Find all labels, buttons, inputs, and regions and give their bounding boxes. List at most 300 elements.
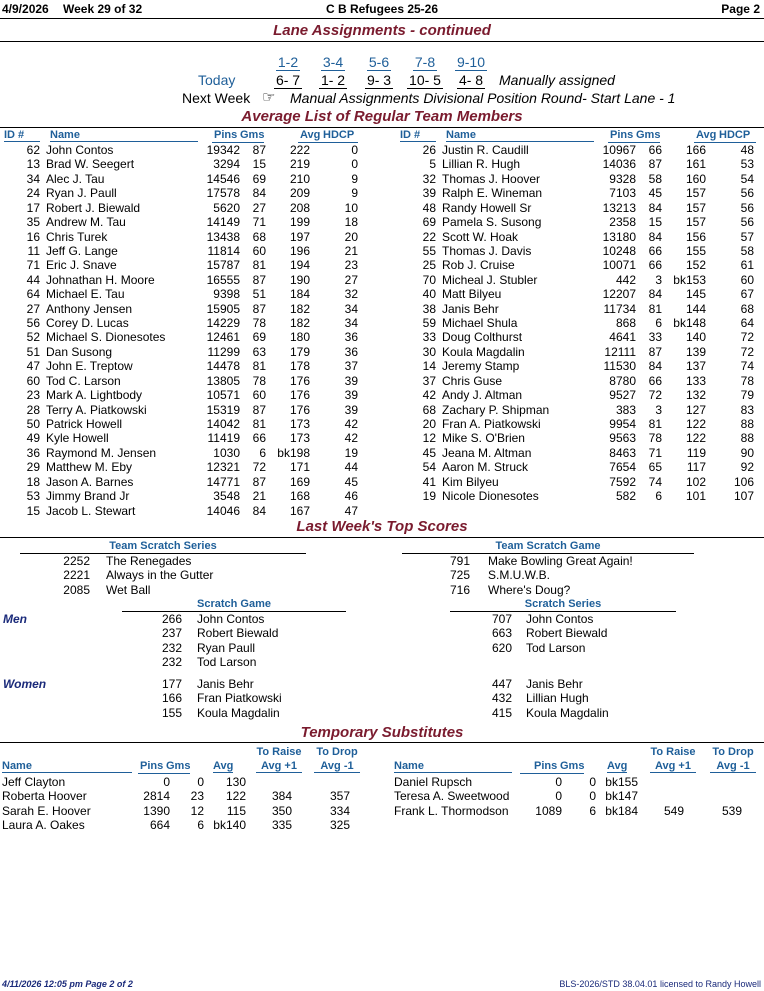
score-row [470,677,764,691]
member-id: 60 [26,373,40,388]
member-average: 176 [289,373,310,388]
substitute-row [2,775,372,789]
member-handicap: 0 [351,157,358,172]
member-pins: 10571 [206,388,240,403]
member-pins: 2358 [609,215,636,230]
member-name: Jeff G. Lange [46,243,118,258]
member-handicap: 74 [740,359,754,374]
member-average: 176 [289,388,310,403]
member-row [0,215,370,229]
today-note: Manually assigned [499,72,615,88]
member-name: Jimmy Brand Jr [46,489,130,504]
member-games: 81 [252,416,266,431]
member-name: Michael S. Dionesotes [46,330,166,345]
member-average: 157 [685,200,706,215]
member-average: 157 [685,215,706,230]
member-row [396,316,764,330]
member-games: 71 [648,445,662,460]
member-pins: 12207 [602,287,636,302]
member-games: 84 [648,359,662,374]
member-row [0,330,370,344]
member-name: Patrick Howell [46,416,123,431]
member-handicap: 39 [344,373,358,388]
member-row [396,215,764,229]
member-pins: 14229 [206,316,240,331]
score-row [140,691,440,705]
sub-games: 6 [197,818,204,833]
score-name: Robert Biewald [197,626,279,641]
member-name: Raymond M. Jensen [46,445,157,460]
subs-col-drop-top-right: To Drop [712,746,754,758]
score-value: 432 [491,691,512,706]
member-handicap: 36 [344,344,358,359]
team-series-label: Team Scratch Series [109,540,217,552]
member-row [0,489,370,503]
today-label: Today [198,72,236,88]
member-average: 122 [685,431,706,446]
member-handicap: 39 [344,388,358,403]
member-average: 167 [289,503,310,518]
score-value: 177 [161,677,182,691]
score-name: The Renegades [106,554,192,568]
member-games: 78 [252,316,266,331]
member-name: Thomas J. Davis [442,243,532,258]
member-average: 140 [685,330,706,345]
member-games: 84 [252,186,266,201]
member-id: 38 [422,301,436,316]
score-value: 415 [491,705,512,720]
col-name: Name [50,129,198,142]
member-name: Kyle Howell [46,431,109,446]
score-value: 2085 [63,582,90,597]
member-average: 180 [289,330,310,345]
member-games: 65 [648,460,662,475]
subs-col-drop-top: To Drop [316,746,358,758]
pointing-hand-icon: ☞ [262,89,276,106]
sub-average: 130 [225,775,246,789]
member-row [396,186,764,200]
member-name: Anthony Jensen [46,301,133,316]
member-row [396,172,764,186]
member-handicap: 58 [740,243,754,258]
member-name: Robert J. Biewald [46,200,141,215]
sub-games: 0 [589,789,596,804]
member-name: Justin R. Caudill [442,143,529,157]
col-hdcp-right: HDCP [719,129,751,141]
member-pins: 7654 [609,460,636,475]
member-handicap: 36 [344,330,358,345]
sub-name: Teresa A. Sweetwood [394,789,510,804]
subs-col-raise-bot: Avg +1 [256,760,302,773]
member-pins: 14149 [206,215,240,230]
sub-average: 115 [226,803,246,818]
member-name: Aaron M. Struck [442,460,529,475]
member-row [396,489,764,503]
member-handicap: 21 [344,243,358,258]
member-id: 32 [422,171,436,186]
member-pins: 11419 [207,431,240,446]
member-games: 58 [648,171,662,186]
member-games: 87 [252,272,266,287]
subs-col-name: Name [2,760,132,773]
score-value: 166 [161,691,182,706]
member-games: 3 [655,272,662,287]
member-games: 66 [648,243,662,258]
member-pins: 13438 [206,229,240,244]
member-row [0,316,370,330]
member-average: 219 [289,157,310,172]
member-pins: 11734 [603,301,636,316]
member-games: 27 [252,200,266,215]
member-games: 74 [648,474,662,489]
member-games: 51 [252,287,266,302]
member-average: 155 [685,243,706,258]
score-row [430,554,730,568]
top-scores-title: Last Week's Top Scores [296,518,468,535]
sub-name: Frank L. Thormodson [394,803,509,818]
member-games: 87 [252,143,266,157]
member-row [0,244,370,258]
member-handicap: 27 [344,272,358,287]
member-average: 102 [685,474,706,489]
score-row [470,641,764,655]
sub-pins: 664 [149,818,170,833]
member-id: 59 [422,316,436,331]
member-average: 145 [685,287,706,302]
member-pins: 10071 [602,258,636,273]
member-row [0,460,370,474]
member-name: Ryan J. Paull [46,186,117,201]
member-name: John E. Treptow [46,359,133,374]
member-row [0,230,370,244]
member-id: 30 [422,344,436,359]
member-id: 36 [26,445,40,460]
member-row [0,143,370,157]
member-games: 6 [655,489,662,504]
score-row [470,626,764,640]
subs-col-avg-right: Avg [607,760,628,772]
member-row [396,258,764,272]
member-handicap: 44 [344,460,358,475]
member-id: 44 [26,272,40,287]
sub-games: 0 [589,775,596,789]
member-name: Kim Bilyeu [442,474,499,489]
member-row [0,374,370,388]
score-name: Lillian Hugh [526,691,589,706]
member-pins: 4641 [609,330,636,345]
member-row [396,244,764,258]
member-average: 156 [685,229,706,244]
member-row [396,230,764,244]
member-pins: 9328 [609,171,636,186]
score-name: Fran Piatkowski [197,691,282,706]
subs-col-gms-right: Gms [560,760,585,772]
member-average: 117 [686,460,706,475]
member-name: Koula Magdalin [442,344,525,359]
member-row [396,446,764,460]
footer-timestamp: 4/11/2026 12:05 pm Page 2 of 2 [2,979,133,989]
member-average: bk148 [673,316,706,331]
score-row [430,568,730,582]
next-week-text: Manual Assignments Divisional Position Round- Start Lane - 1 [290,90,676,106]
substitute-row [394,789,764,803]
member-name: Matthew M. Eby [46,460,133,475]
sub-to-drop: 357 [329,789,350,804]
men-label: Men [3,612,27,626]
member-games: 63 [252,344,266,359]
member-id: 40 [422,287,436,302]
member-name: Jacob L. Stewart [46,503,136,518]
member-pins: 15787 [206,258,240,273]
sub-games: 23 [190,789,204,804]
member-handicap: 61 [740,258,754,273]
footer-license: BLS-2026/STD 38.04.01 licensed to Randy Howell [559,979,761,989]
member-id: 13 [26,157,40,172]
col-hdcp: HDCP [323,129,355,141]
member-handicap: 20 [344,229,358,244]
score-row [140,655,440,669]
col-gms: Gms [240,129,265,141]
score-value: 620 [491,640,512,655]
member-handicap: 19 [344,445,358,460]
score-name: Janis Behr [197,677,254,691]
member-name: Randy Howell Sr [442,200,532,215]
member-name: Lillian R. Hugh [442,157,521,172]
member-id: 41 [422,474,436,489]
member-average: 210 [289,171,310,186]
member-games: 60 [252,243,266,258]
today-lane-5: 4- 8 [458,72,484,88]
member-pins: 582 [615,489,636,504]
sub-name: Laura A. Oakes [2,818,85,833]
member-games: 87 [648,344,662,359]
member-handicap: 64 [740,316,754,331]
member-pins: 3548 [213,489,240,504]
score-value: 237 [161,626,182,641]
member-handicap: 34 [344,316,358,331]
member-average: 184 [289,287,310,302]
score-name: Make Bowling Great Again! [488,554,633,568]
member-id: 28 [26,402,40,417]
member-average: 222 [289,143,310,157]
lane-assignments-title: Lane Assignments - continued [273,22,491,39]
score-row [140,677,440,691]
member-pins: 7592 [609,474,636,489]
member-row [0,504,370,518]
member-average: 169 [289,474,310,489]
member-games: 87 [252,301,266,316]
member-average: 127 [685,402,706,417]
average-list-title: Average List of Regular Team Members [241,108,523,125]
sub-average: bk184 [605,803,638,818]
score-row [430,583,730,597]
member-average: 182 [289,301,310,316]
member-pins: 383 [615,402,636,417]
sub-average: bk147 [605,789,638,804]
member-name: Brad W. Seegert [46,157,135,172]
today-lane-1: 6- 7 [275,72,301,88]
member-games: 81 [648,416,662,431]
member-row [0,273,370,287]
member-average: 178 [289,359,310,374]
sub-games: 12 [190,803,204,818]
member-handicap: 9 [351,171,358,186]
member-games: 69 [252,171,266,186]
member-id: 55 [422,243,436,258]
score-name: S.M.U.W.B. [488,568,551,583]
member-games: 15 [648,215,662,230]
member-handicap: 18 [344,215,358,230]
member-games: 78 [252,373,266,388]
member-average: 152 [685,258,706,273]
member-games: 69 [252,330,266,345]
member-name: Michael Shula [442,316,518,331]
subs-col-drop-bot-right: Avg -1 [710,760,756,773]
member-handicap: 107 [733,489,754,504]
today-lane-4: 10- 5 [409,72,441,88]
score-name: Tod Larson [526,640,586,655]
member-id: 34 [26,171,40,186]
member-handicap: 42 [344,431,358,446]
member-pins: 17578 [206,186,240,201]
member-pins: 14546 [206,171,240,186]
col-gms-right: Gms [636,129,661,141]
member-row [396,475,764,489]
lane-pair-1: 1-2 [277,54,299,70]
score-name: Wet Ball [106,582,151,597]
member-row [0,172,370,186]
member-name: Jeana M. Altman [442,445,532,460]
member-average: 194 [289,258,310,273]
score-row [50,568,350,582]
member-row [0,157,370,171]
member-games: 71 [252,215,266,230]
score-name: Koula Magdalin [197,705,280,720]
score-row [50,583,350,597]
member-id: 51 [26,344,40,359]
member-handicap: 68 [740,301,754,316]
member-id: 17 [26,200,40,215]
subs-col-pins-right: Pins [534,760,558,772]
member-id: 25 [422,258,436,273]
member-id: 47 [26,359,40,374]
subs-col-raise-top: To Raise [256,746,302,758]
member-row [0,417,370,431]
col-id: ID # [4,129,40,142]
member-handicap: 72 [740,330,754,345]
member-row [0,388,370,402]
member-handicap: 39 [344,402,358,417]
member-pins: 13180 [602,229,636,244]
member-handicap: 106 [733,474,754,489]
member-handicap: 10 [344,200,358,215]
member-name: Jason A. Barnes [46,474,134,489]
member-average: 161 [685,157,706,172]
col-id-right: ID # [400,129,436,142]
member-handicap: 56 [740,186,754,201]
lane-pair-2: 3-4 [322,54,344,70]
sub-pins: 2814 [143,789,170,804]
member-games: 66 [648,258,662,273]
member-average: 157 [685,186,706,201]
member-name: Matt Bilyeu [442,287,502,302]
member-row [396,417,764,431]
member-name: Mark A. Lightbody [46,388,143,403]
sub-name: Sarah E. Hoover [2,803,91,818]
member-name: Jeremy Stamp [442,359,520,374]
member-games: 84 [252,503,266,518]
score-value: 447 [491,677,512,691]
member-handicap: 48 [740,143,754,157]
lane-pair-3: 5-6 [368,54,390,70]
member-games: 66 [252,431,266,446]
member-handicap: 47 [344,503,358,518]
member-id: 19 [422,489,436,504]
subs-col-pins: Pins [140,760,164,772]
substitute-row [2,818,372,832]
scratch-game-label: Scratch Game [197,598,271,610]
member-row [396,403,764,417]
member-id: 54 [422,460,436,475]
member-pins: 5620 [213,200,240,215]
today-lane-2: 1- 2 [320,72,346,88]
member-average: 137 [685,359,706,374]
member-pins: 15905 [206,301,240,316]
member-id: 42 [422,388,436,403]
member-handicap: 34 [344,301,358,316]
member-row [396,287,764,301]
member-pins: 8463 [609,445,636,460]
subs-col-drop-bot: Avg -1 [314,760,360,773]
member-row [396,460,764,474]
member-handicap: 88 [740,416,754,431]
subs-col-name-right: Name [394,760,512,773]
member-handicap: 32 [344,287,358,302]
member-pins: 12111 [604,344,636,359]
subs-col-raise-top-right: To Raise [650,746,696,758]
member-name: Scott W. Hoak [442,229,519,244]
sub-average: bk155 [605,775,638,789]
member-handicap: 92 [740,460,754,475]
member-row [0,345,370,359]
page-number: Page 2 [721,2,760,16]
member-pins: 9563 [609,431,636,446]
member-pins: 14036 [602,157,636,172]
member-pins: 15319 [206,402,240,417]
member-name: Pamela S. Susong [442,215,542,230]
member-pins: 3294 [213,157,240,172]
col-name-right: Name [446,129,594,142]
member-name: Janis Behr [442,301,499,316]
member-id: 69 [422,215,436,230]
member-games: 84 [648,229,662,244]
member-pins: 8780 [609,373,636,388]
subs-col-raise-bot-right: Avg +1 [650,760,696,773]
score-value: 232 [161,640,182,655]
member-pins: 7103 [609,186,636,201]
member-id: 23 [26,388,40,403]
score-name: Janis Behr [526,677,583,691]
substitute-row [2,804,372,818]
member-id: 11 [27,243,40,258]
member-average: 166 [685,143,706,157]
scratch-series-label: Scratch Series [524,598,602,610]
member-row [0,201,370,215]
member-id: 37 [422,373,436,388]
top-scores-divider [0,537,764,538]
member-handicap: 79 [740,388,754,403]
member-name: Doug Colthurst [442,330,523,345]
